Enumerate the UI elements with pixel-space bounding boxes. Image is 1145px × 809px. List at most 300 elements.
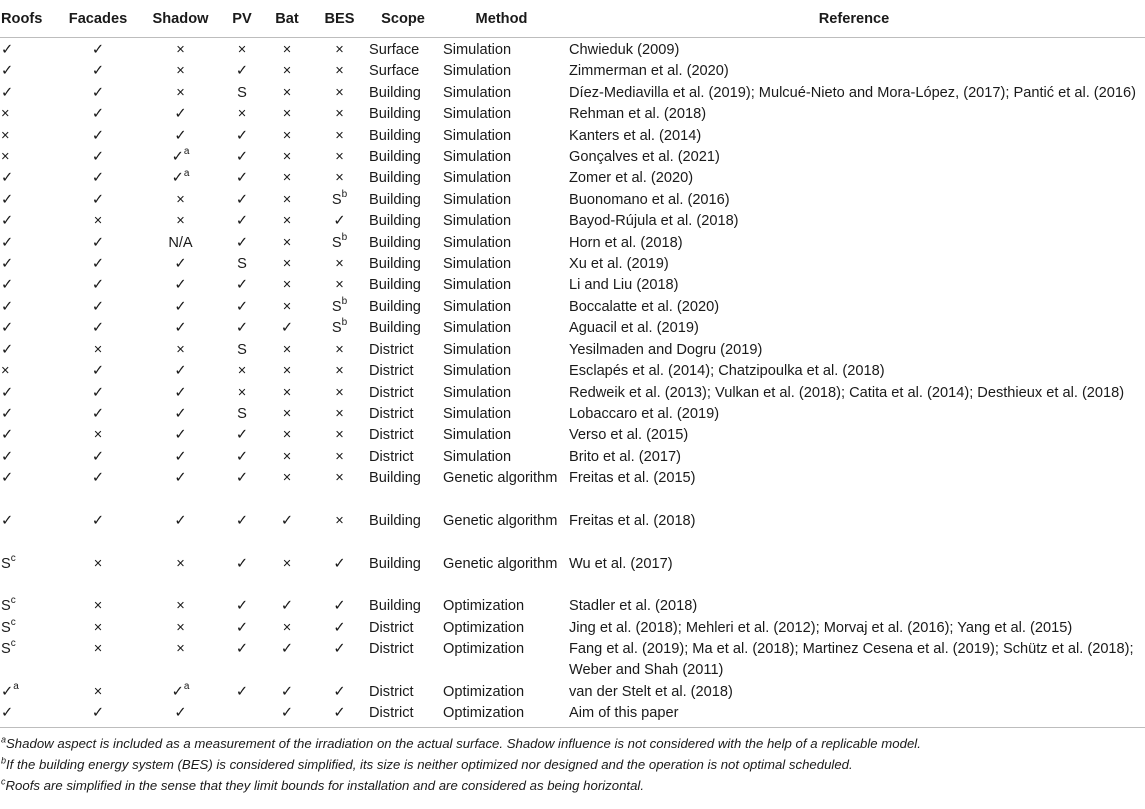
cell-bat-value: × (282, 277, 292, 294)
cell-shadow (138, 425, 223, 446)
cell-pv (223, 703, 261, 728)
cell-shadow-value: ✓ (174, 448, 187, 465)
table-row (0, 703, 1145, 728)
cell-method-value: Simulation (443, 363, 512, 380)
cell-scope-value: District (369, 405, 414, 422)
cell-shadow-value: ✓ (174, 298, 187, 315)
cell-pv-value: S (237, 256, 247, 273)
cell-bes (313, 511, 366, 554)
table-row (0, 511, 1145, 554)
cell-bes-value: × (335, 256, 344, 273)
cell-roofs-value: ✓ (1, 448, 14, 465)
cell-scope-value: District (369, 341, 414, 358)
cell-pv-value: × (237, 363, 247, 380)
cell-roofs (0, 404, 58, 425)
table-row (0, 126, 1145, 147)
cell-roofs (0, 254, 58, 275)
cell-bat (261, 275, 313, 296)
cell-scope (366, 83, 440, 104)
cell-reference (563, 38, 1145, 62)
footnote-a (1, 733, 1145, 754)
cell-facades-value: ✓ (91, 191, 105, 208)
cell-bat-value: × (282, 149, 292, 166)
cell-shadow (138, 61, 223, 82)
cell-bes (313, 468, 366, 511)
cell-pv (223, 168, 261, 189)
cell-scope (366, 447, 440, 468)
cell-bes-value: × (335, 470, 344, 487)
cell-facades-value: ✓ (91, 705, 105, 722)
cell-reference (563, 147, 1145, 168)
cell-bat-value: ✓ (280, 512, 294, 529)
cell-bes-value: × (335, 341, 344, 358)
cell-reference (563, 83, 1145, 104)
cell-bat (261, 511, 313, 554)
cell-reference-value: van der Stelt et al. (2018) (569, 683, 733, 700)
cell-bat (261, 554, 313, 597)
cell-bes-value: ✓ (333, 705, 346, 722)
cell-bat-value: × (282, 363, 292, 380)
footnote-ref: b (341, 296, 348, 308)
cell-scope (366, 126, 440, 147)
cell-bat (261, 703, 313, 728)
cell-reference (563, 168, 1145, 189)
cell-reference-value: Buonomano et al. (2016) (569, 191, 730, 208)
cell-bes-value: × (335, 84, 344, 101)
cell-scope-value: Building (369, 470, 421, 487)
footnote-text: Roofs are simplified in the sense that they limit bounds for installation and are considered as being horizontal. (5, 778, 644, 794)
cell-pv-value: ✓ (235, 63, 249, 80)
cell-shadow-value: ✓ (171, 149, 184, 166)
cell-bat-value: × (282, 448, 292, 465)
cell-scope (366, 233, 440, 254)
cell-facades (58, 275, 138, 296)
cell-reference-value: Lobaccaro et al. (2019) (569, 405, 720, 422)
cell-bes (313, 190, 366, 211)
cell-method (440, 340, 563, 361)
cell-reference (563, 318, 1145, 339)
cell-shadow (138, 104, 223, 125)
footnote-mark: c (1, 776, 6, 787)
cell-shadow-value: ✓ (174, 405, 187, 422)
cell-bat (261, 297, 313, 318)
cell-bat (261, 168, 313, 189)
cell-bes-value: × (335, 384, 344, 401)
cell-bes (313, 554, 366, 597)
cell-pv-value: S (237, 84, 247, 101)
cell-pv (223, 297, 261, 318)
cell-shadow (138, 682, 223, 703)
cell-roofs-value: ✓ (1, 277, 14, 294)
cell-pv (223, 147, 261, 168)
cell-method-value: Simulation (443, 42, 512, 58)
cell-roofs (0, 104, 58, 125)
table-row (0, 383, 1145, 404)
cell-scope-value: Building (369, 170, 421, 187)
cell-facades-value: × (93, 341, 103, 358)
cell-roofs-value: ✓ (1, 427, 14, 444)
cell-bes-value: ✓ (333, 598, 346, 615)
table-footnotes (0, 733, 1145, 796)
cell-bat (261, 147, 313, 168)
cell-bat-value: × (282, 341, 292, 358)
cell-scope (366, 211, 440, 232)
cell-scope (366, 511, 440, 554)
cell-shadow (138, 254, 223, 275)
cell-shadow-value: N/A (168, 234, 193, 251)
table-row (0, 147, 1145, 168)
cell-shadow-value: ✓ (174, 427, 187, 444)
cell-facades (58, 147, 138, 168)
cell-scope (366, 554, 440, 597)
table-row (0, 361, 1145, 382)
cell-reference-value: Redweik et al. (2013); Vulkan et al. (2018); Catita et al. (2014); Desthieux et al. (2018) (569, 384, 1125, 401)
cell-pv (223, 254, 261, 275)
cell-scope-value: Building (369, 149, 421, 166)
table-row (0, 254, 1145, 275)
cell-reference (563, 190, 1145, 211)
cell-bat-value: × (282, 127, 292, 144)
cell-pv (223, 468, 261, 511)
cell-pv (223, 404, 261, 425)
cell-bes-value: × (335, 170, 344, 187)
cell-scope (366, 275, 440, 296)
cell-shadow-value: ✓ (174, 384, 187, 401)
cell-method-value: Simulation (443, 63, 512, 80)
cell-shadow-value: × (176, 63, 185, 80)
cell-reference-value: Verso et al. (2015) (569, 427, 689, 444)
cell-scope-value: District (369, 619, 414, 636)
cell-facades-value: × (93, 427, 103, 444)
cell-roofs-value: ✓ (1, 405, 14, 422)
cell-pv (223, 61, 261, 82)
cell-method (440, 38, 563, 62)
cell-facades-value: × (93, 598, 103, 615)
cell-method-value: Simulation (443, 127, 512, 144)
cell-roofs (0, 297, 58, 318)
cell-bes (313, 340, 366, 361)
cell-reference-value: Zimmerman et al. (2020) (569, 63, 729, 80)
cell-bes (313, 361, 366, 382)
cell-roofs-value: × (1, 363, 10, 380)
cell-roofs (0, 361, 58, 382)
cell-method-value: Simulation (443, 298, 512, 315)
cell-bat-value: ✓ (280, 705, 294, 722)
cell-method-value: Simulation (443, 448, 512, 465)
cell-roofs-value: S (1, 598, 11, 615)
cell-method (440, 211, 563, 232)
cell-scope-value: Building (369, 512, 421, 529)
cell-shadow (138, 126, 223, 147)
cell-reference (563, 425, 1145, 446)
header-bes: BES (313, 0, 366, 38)
cell-facades-value: ✓ (91, 277, 105, 294)
cell-reference (563, 361, 1145, 382)
header-roofs: Roofs (0, 0, 58, 38)
cell-roofs-value: ✓ (1, 384, 14, 401)
cell-scope (366, 404, 440, 425)
cell-reference (563, 104, 1145, 125)
cell-pv-value: ✓ (235, 127, 249, 144)
cell-bes-value: S (331, 234, 342, 251)
cell-bat (261, 682, 313, 703)
cell-pv-value: ✓ (235, 619, 249, 636)
cell-method (440, 682, 563, 703)
cell-bes (313, 596, 366, 617)
cell-facades (58, 233, 138, 254)
cell-scope-value: Building (369, 277, 421, 294)
cell-bat-value: ✓ (280, 598, 294, 615)
cell-reference-value: Horn et al. (2018) (569, 234, 683, 251)
table-row (0, 682, 1145, 703)
cell-pv (223, 554, 261, 597)
cell-facades (58, 639, 138, 682)
cell-roofs (0, 61, 58, 82)
cell-pv-value: ✓ (235, 298, 249, 315)
cell-shadow-value: × (176, 341, 185, 358)
cell-facades (58, 404, 138, 425)
cell-bat-value: × (282, 191, 292, 208)
cell-roofs (0, 126, 58, 147)
cell-pv-value: ✓ (235, 448, 249, 465)
cell-pv-value: ✓ (235, 234, 249, 251)
cell-reference-value: Boccalatte et al. (2020) (569, 298, 720, 315)
cell-roofs-value: ✓ (1, 512, 14, 529)
footnote-c (1, 775, 1145, 796)
cell-reference (563, 596, 1145, 617)
cell-method-value: Genetic algorithm (443, 470, 558, 487)
table-row (0, 404, 1145, 425)
cell-shadow-value: ✓ (174, 256, 187, 273)
cell-bat-value: ✓ (280, 320, 294, 337)
cell-method (440, 404, 563, 425)
cell-reference (563, 340, 1145, 361)
cell-facades (58, 126, 138, 147)
table-row (0, 190, 1145, 211)
table-row (0, 618, 1145, 639)
cell-pv-value: × (237, 384, 247, 401)
cell-bat-value: × (282, 170, 292, 187)
cell-facades (58, 703, 138, 728)
cell-reference-value: Yesilmaden and Dogru (2019) (569, 341, 763, 358)
cell-bes (313, 254, 366, 275)
cell-facades (58, 254, 138, 275)
cell-method (440, 168, 563, 189)
cell-shadow (138, 38, 223, 62)
cell-bat (261, 425, 313, 446)
cell-roofs-value: ✓ (1, 683, 14, 700)
cell-bat (261, 233, 313, 254)
footnote-mark: b (1, 755, 7, 766)
cell-roofs (0, 639, 58, 682)
cell-roofs-value: × (1, 149, 10, 166)
cell-pv (223, 425, 261, 446)
cell-method-value: Simulation (443, 341, 512, 358)
cell-roofs (0, 703, 58, 728)
header-shadow: Shadow (138, 0, 223, 38)
cell-reference (563, 618, 1145, 639)
cell-bat-value: × (282, 427, 292, 444)
cell-shadow (138, 447, 223, 468)
cell-bes (313, 639, 366, 682)
cell-pv-value: ✓ (235, 512, 249, 529)
cell-facades-value: ✓ (91, 384, 105, 401)
cell-bat-value: × (282, 84, 292, 101)
cell-method (440, 275, 563, 296)
cell-facades (58, 383, 138, 404)
cell-bat-value: × (282, 619, 292, 636)
cell-shadow-value: × (176, 641, 185, 657)
cell-method (440, 618, 563, 639)
cell-shadow (138, 703, 223, 728)
cell-shadow-value: ✓ (174, 705, 187, 722)
cell-scope (366, 703, 440, 728)
cell-method-value: Simulation (443, 256, 512, 273)
cell-roofs (0, 596, 58, 617)
cell-scope-value: Building (369, 106, 421, 123)
cell-facades (58, 318, 138, 339)
cell-bes (313, 83, 366, 104)
cell-method (440, 318, 563, 339)
cell-bat (261, 618, 313, 639)
cell-bes-value: × (335, 127, 344, 144)
cell-roofs (0, 340, 58, 361)
cell-facades (58, 38, 138, 62)
cell-method-value: Simulation (443, 213, 512, 230)
cell-roofs (0, 554, 58, 597)
cell-pv (223, 618, 261, 639)
cell-bat-value: × (282, 384, 292, 401)
table-row (0, 297, 1145, 318)
cell-shadow-value: × (176, 42, 185, 58)
cell-scope (366, 468, 440, 511)
cell-bes-value: × (335, 427, 344, 444)
cell-bat (261, 447, 313, 468)
cell-facades-value: × (93, 683, 103, 700)
cell-bat (261, 361, 313, 382)
cell-bat (261, 38, 313, 62)
table-row (0, 318, 1145, 339)
cell-bat (261, 104, 313, 125)
cell-roofs (0, 468, 58, 511)
cell-method-value: Simulation (443, 320, 512, 337)
cell-scope (366, 38, 440, 62)
cell-pv-value: ✓ (235, 641, 249, 657)
cell-reference-value: Jing et al. (2018); Mehleri et al. (2012); Morvaj et al. (2016); Yang et al. (2015) (569, 619, 1073, 636)
cell-facades (58, 511, 138, 554)
cell-scope (366, 61, 440, 82)
cell-facades (58, 468, 138, 511)
table-row (0, 425, 1145, 446)
cell-roofs-value: ✓ (1, 63, 14, 80)
cell-roofs-value: ✓ (1, 42, 14, 58)
cell-bes (313, 211, 366, 232)
cell-pv (223, 126, 261, 147)
cell-facades (58, 447, 138, 468)
cell-shadow (138, 190, 223, 211)
cell-scope-value: Building (369, 127, 421, 144)
table-row (0, 468, 1145, 511)
cell-bes-value: ✓ (333, 619, 346, 636)
cell-facades-value: ✓ (91, 320, 105, 337)
cell-scope-value: District (369, 427, 414, 444)
cell-scope-value: Building (369, 598, 421, 615)
cell-pv (223, 83, 261, 104)
footnote-ref: b (341, 188, 348, 200)
cell-facades-value: ✓ (91, 63, 105, 80)
cell-facades (58, 340, 138, 361)
cell-roofs-value: ✓ (1, 320, 14, 337)
cell-method (440, 447, 563, 468)
cell-scope-value: District (369, 683, 414, 700)
cell-facades-value: ✓ (91, 127, 105, 144)
cell-reference-value: Freitas et al. (2018) (569, 512, 696, 529)
cell-shadow-value: × (176, 191, 185, 208)
cell-facades (58, 61, 138, 82)
table-header (0, 0, 1145, 38)
cell-reference (563, 254, 1145, 275)
cell-roofs (0, 618, 58, 639)
cell-facades (58, 361, 138, 382)
cell-reference-value: Freitas et al. (2015) (569, 470, 696, 487)
cell-method-value: Genetic algorithm (443, 512, 558, 529)
cell-pv (223, 361, 261, 382)
cell-pv-value: ✓ (235, 149, 249, 166)
cell-method-value: Simulation (443, 384, 512, 401)
cell-facades-value: ✓ (91, 512, 105, 529)
cell-method-value: Simulation (443, 149, 512, 166)
cell-reference (563, 61, 1145, 82)
cell-pv-value: ✓ (235, 598, 249, 615)
table-row (0, 104, 1145, 125)
cell-bes (313, 168, 366, 189)
cell-reference-value: Gonçalves et al. (2021) (569, 149, 720, 166)
cell-reference (563, 233, 1145, 254)
cell-bes (313, 618, 366, 639)
cell-reference-value: Brito et al. (2017) (569, 448, 681, 465)
cell-pv-value: ✓ (235, 277, 249, 294)
cell-reference (563, 511, 1145, 554)
cell-scope-value: District (369, 641, 414, 657)
cell-method-value: Optimization (443, 598, 525, 615)
cell-bes (313, 147, 366, 168)
cell-method-value: Simulation (443, 106, 512, 123)
cell-bat-value: × (282, 63, 292, 80)
cell-bes-value: × (335, 405, 344, 422)
cell-facades-value: ✓ (91, 363, 105, 380)
cell-roofs-value: ✓ (1, 341, 14, 358)
cell-bes-value: S (331, 191, 342, 208)
cell-bat (261, 383, 313, 404)
cell-reference-value: Bayod-Rújula et al. (2018) (569, 213, 739, 230)
cell-pv (223, 639, 261, 682)
cell-facades (58, 211, 138, 232)
cell-shadow (138, 554, 223, 597)
cell-pv-value: ✓ (235, 427, 249, 444)
cell-roofs-value: ✓ (1, 705, 14, 722)
cell-method-value: Simulation (443, 191, 512, 208)
cell-bes (313, 275, 366, 296)
cell-reference-value: Stadler et al. (2018) (569, 598, 698, 615)
cell-bes (313, 126, 366, 147)
cell-scope-value: Building (369, 234, 421, 251)
cell-bes (313, 61, 366, 82)
footnote-ref: b (341, 317, 348, 329)
cell-facades-value: ✓ (91, 405, 105, 422)
cell-pv-value: ✓ (235, 320, 249, 337)
cell-method (440, 383, 563, 404)
cell-shadow (138, 639, 223, 682)
